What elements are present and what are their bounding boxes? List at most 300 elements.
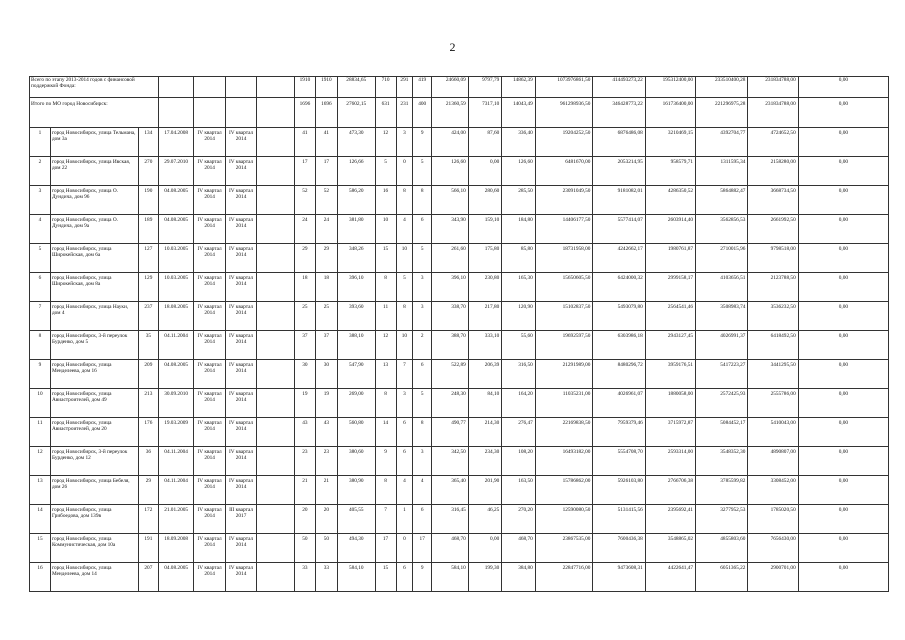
value-cell: 3959176,51 bbox=[645, 360, 695, 389]
value-cell: 2564541,46 bbox=[645, 302, 695, 331]
document-number-cell: 207 bbox=[138, 563, 158, 592]
value-cell: 0,00 bbox=[798, 244, 888, 273]
value-cell: 0,00 bbox=[798, 215, 888, 244]
row-number-cell: 12 bbox=[30, 447, 51, 476]
table-row bbox=[30, 157, 889, 186]
summary-value-cell: 231 bbox=[396, 98, 413, 128]
address-cell: город Новосибирск, улица Грибоедова, дом 139в bbox=[50, 505, 138, 534]
empty-cell bbox=[257, 128, 295, 157]
row-number-cell: 10 bbox=[30, 389, 51, 418]
document-date-cell: 04.08.2005 bbox=[158, 563, 194, 592]
table-row bbox=[30, 534, 889, 563]
value-cell: 2593314,00 bbox=[645, 447, 695, 476]
deadline-cell: IV квартал 2014 bbox=[225, 476, 256, 505]
deadline-cell: IV квартал 2014 bbox=[225, 418, 256, 447]
value-cell: 388,10 bbox=[337, 331, 375, 360]
document-date-cell: 10.03.2005 bbox=[158, 244, 194, 273]
document-date-cell: 04.08.2005 bbox=[158, 360, 194, 389]
deadline-cell: IV квартал 2014 bbox=[225, 244, 256, 273]
address-cell: город Новосибирск, улица О. Дундича, дом 9а bbox=[50, 215, 138, 244]
document-date-cell: 04.08.2005 bbox=[158, 215, 194, 244]
value-cell: 184,80 bbox=[502, 215, 536, 244]
empty-cell bbox=[257, 244, 295, 273]
value-cell: 217,80 bbox=[468, 302, 502, 331]
value-cell: 20 bbox=[294, 505, 315, 534]
value-cell: 522,89 bbox=[432, 360, 469, 389]
row-number-cell: 4 bbox=[30, 215, 51, 244]
value-cell: 285,50 bbox=[502, 186, 536, 215]
value-cell: 14 bbox=[375, 418, 396, 447]
value-cell: 7 bbox=[396, 360, 413, 389]
value-cell: 2123788,50 bbox=[748, 273, 798, 302]
row-number-cell: 5 bbox=[30, 244, 51, 273]
value-cell: 0,00 bbox=[798, 360, 888, 389]
document-number-cell: 270 bbox=[138, 157, 158, 186]
table-row bbox=[30, 447, 889, 476]
summary-row bbox=[30, 98, 889, 128]
value-cell: 15786862,00 bbox=[535, 476, 593, 505]
document-date-cell: 18.08.2005 bbox=[158, 302, 194, 331]
value-cell: 2710015,96 bbox=[696, 244, 748, 273]
value-cell: 3308452,00 bbox=[748, 476, 798, 505]
planned-date-cell: IV квартал 2014 bbox=[194, 273, 225, 302]
value-cell: 3536232,50 bbox=[748, 302, 798, 331]
summary-value-cell: 21360,59 bbox=[432, 98, 469, 128]
value-cell: 12590080,50 bbox=[535, 505, 593, 534]
empty-cell bbox=[194, 77, 225, 98]
value-cell: 201,90 bbox=[468, 476, 502, 505]
value-cell: 586,20 bbox=[337, 186, 375, 215]
value-cell: 87,60 bbox=[468, 128, 502, 157]
value-cell: 280,60 bbox=[468, 186, 502, 215]
value-cell: 4422641,47 bbox=[645, 563, 695, 592]
value-cell: 1 bbox=[396, 505, 413, 534]
address-cell: город Новосибирск, улица Менделеева, дом 16 bbox=[50, 360, 138, 389]
table-row bbox=[30, 563, 889, 592]
summary-row bbox=[30, 77, 889, 98]
value-cell: 490,77 bbox=[432, 418, 469, 447]
value-cell: 33 bbox=[315, 563, 337, 592]
value-cell: 52 bbox=[315, 186, 337, 215]
summary-value-cell: 400 bbox=[413, 98, 432, 128]
table-row bbox=[30, 360, 889, 389]
summary-value-cell: 7317,10 bbox=[468, 98, 502, 128]
value-cell: 4 bbox=[396, 476, 413, 505]
value-cell: 0,00 bbox=[798, 563, 888, 592]
value-cell: 11 bbox=[375, 302, 396, 331]
value-cell: 342,50 bbox=[432, 447, 469, 476]
value-cell: 230,80 bbox=[468, 273, 502, 302]
table-row bbox=[30, 476, 889, 505]
value-cell: 2572425,93 bbox=[696, 389, 748, 418]
value-cell: 0,00 bbox=[468, 534, 502, 563]
value-cell: 85,80 bbox=[502, 244, 536, 273]
value-cell: 25 bbox=[315, 302, 337, 331]
value-cell: 365,40 bbox=[432, 476, 469, 505]
value-cell: 126,60 bbox=[502, 157, 536, 186]
value-cell: 4724652,50 bbox=[748, 128, 798, 157]
value-cell: 37 bbox=[294, 331, 315, 360]
value-cell: 8 bbox=[396, 186, 413, 215]
value-cell: 3 bbox=[396, 389, 413, 418]
value-cell: 2661992,50 bbox=[748, 215, 798, 244]
value-cell: 3441295,50 bbox=[748, 360, 798, 389]
value-cell: 0,00 bbox=[798, 389, 888, 418]
address-cell: город Новосибирск, улица Коммунистическая, дом 10а bbox=[50, 534, 138, 563]
planned-date-cell: IV квартал 2014 bbox=[194, 447, 225, 476]
value-cell: 4 bbox=[413, 476, 432, 505]
value-cell: 2603914,40 bbox=[645, 215, 695, 244]
summary-value-cell: 195312400,00 bbox=[645, 77, 695, 98]
document-number-cell: 213 bbox=[138, 389, 158, 418]
summary-value-cell: 9797,79 bbox=[468, 77, 502, 98]
document-date-cell: 30.09.2010 bbox=[158, 389, 194, 418]
summary-value-cell: 221296975,28 bbox=[696, 98, 748, 128]
value-cell: 9473608,31 bbox=[593, 563, 645, 592]
deadline-cell: IV квартал 2014 bbox=[225, 447, 256, 476]
value-cell: 4026991,37 bbox=[696, 331, 748, 360]
value-cell: 15102837,50 bbox=[535, 302, 593, 331]
empty-cell bbox=[257, 563, 295, 592]
planned-date-cell: IV квартал 2014 bbox=[194, 563, 225, 592]
value-cell: 33 bbox=[294, 563, 315, 592]
value-cell: 2555786,00 bbox=[748, 389, 798, 418]
value-cell: 5 bbox=[413, 244, 432, 273]
document-date-cell: 21.01.2005 bbox=[158, 505, 194, 534]
value-cell: 120,90 bbox=[502, 302, 536, 331]
document-date-cell: 10.03.2005 bbox=[158, 273, 194, 302]
empty-cell bbox=[257, 186, 295, 215]
document-date-cell: 04.08.2005 bbox=[158, 186, 194, 215]
value-cell: 3 bbox=[396, 128, 413, 157]
document-number-cell: 29 bbox=[138, 476, 158, 505]
value-cell: 269,00 bbox=[337, 389, 375, 418]
row-number-cell: 13 bbox=[30, 476, 51, 505]
value-cell: 6481670,00 bbox=[535, 157, 593, 186]
value-cell: 50 bbox=[294, 534, 315, 563]
summary-value-cell: 0,00 bbox=[798, 77, 888, 98]
value-cell: 4890807,00 bbox=[748, 447, 798, 476]
value-cell: 126,66 bbox=[337, 157, 375, 186]
document-number-cell: 172 bbox=[138, 505, 158, 534]
value-cell: 46,25 bbox=[468, 505, 502, 534]
table-row bbox=[30, 273, 889, 302]
value-cell: 338,70 bbox=[432, 302, 469, 331]
address-cell: город Новосибирск, улица Менделеева, дом 14 bbox=[50, 563, 138, 592]
value-cell: 23 bbox=[294, 447, 315, 476]
value-cell: 6051365,22 bbox=[696, 563, 748, 592]
value-cell: 21291989,00 bbox=[535, 360, 593, 389]
value-cell: 23091049,50 bbox=[535, 186, 593, 215]
empty-cell bbox=[257, 360, 295, 389]
value-cell: 5577414,07 bbox=[593, 215, 645, 244]
value-cell: 348,26 bbox=[337, 244, 375, 273]
value-cell: 18 bbox=[315, 273, 337, 302]
value-cell: 7959379,46 bbox=[593, 418, 645, 447]
value-cell: 16493182,00 bbox=[535, 447, 593, 476]
value-cell: 6 bbox=[413, 215, 432, 244]
value-cell: 3562856,53 bbox=[696, 215, 748, 244]
value-cell: 3210469,15 bbox=[645, 128, 695, 157]
value-cell: 4242662,17 bbox=[593, 244, 645, 273]
value-cell: 0,00 bbox=[798, 534, 888, 563]
value-cell: 84,10 bbox=[468, 389, 502, 418]
value-cell: 29 bbox=[294, 244, 315, 273]
value-cell: 1880058,00 bbox=[645, 389, 695, 418]
value-cell: 2395692,41 bbox=[645, 505, 695, 534]
document-date-cell: 17.04.2008 bbox=[158, 128, 194, 157]
value-cell: 18 bbox=[294, 273, 315, 302]
value-cell: 13 bbox=[375, 360, 396, 389]
address-cell: город Новосибирск, улица Авиастроителей, дом 20 bbox=[50, 418, 138, 447]
empty-cell bbox=[257, 215, 295, 244]
value-cell: 3785599,82 bbox=[696, 476, 748, 505]
value-cell: 405,55 bbox=[337, 505, 375, 534]
value-cell: 3508983,74 bbox=[696, 302, 748, 331]
value-cell: 9 bbox=[413, 563, 432, 592]
value-cell: 0,00 bbox=[798, 476, 888, 505]
summary-value-cell: 231834788,00 bbox=[748, 98, 798, 128]
document-date-cell: 04.11.2004 bbox=[158, 447, 194, 476]
row-number-cell: 9 bbox=[30, 360, 51, 389]
value-cell: 3715972,87 bbox=[645, 418, 695, 447]
summary-value-cell: 14043,49 bbox=[502, 98, 536, 128]
empty-cell bbox=[257, 534, 295, 563]
deadline-cell: IV квартал 2014 bbox=[225, 331, 256, 360]
summary-value-cell: 27602,15 bbox=[337, 98, 375, 128]
summary-value-cell: 346428773,22 bbox=[593, 98, 645, 128]
value-cell: 23867535,00 bbox=[535, 534, 593, 563]
summary-label: Итого по МО город Новосибирск: bbox=[30, 98, 159, 128]
value-cell: 0 bbox=[396, 534, 413, 563]
value-cell: 468,70 bbox=[432, 534, 469, 563]
value-cell: 43 bbox=[294, 418, 315, 447]
value-cell: 316,45 bbox=[432, 505, 469, 534]
value-cell: 126,60 bbox=[432, 157, 469, 186]
value-cell: 6418492,50 bbox=[748, 331, 798, 360]
table-row bbox=[30, 331, 889, 360]
summary-value-cell: 291 bbox=[396, 77, 413, 98]
value-cell: 163,50 bbox=[502, 476, 536, 505]
value-cell: 17 bbox=[375, 534, 396, 563]
value-cell: 380,90 bbox=[337, 476, 375, 505]
value-cell: 175,80 bbox=[468, 244, 502, 273]
address-cell: город Новосибирск, 3-й переулок Бурденко, дом 5 bbox=[50, 331, 138, 360]
value-cell: 8480296,72 bbox=[593, 360, 645, 389]
value-cell: 2943127,45 bbox=[645, 331, 695, 360]
row-number-cell: 6 bbox=[30, 273, 51, 302]
value-cell: 584,10 bbox=[337, 563, 375, 592]
value-cell: 3 bbox=[413, 273, 432, 302]
document-number-cell: 191 bbox=[138, 534, 158, 563]
value-cell: 7656430,00 bbox=[748, 534, 798, 563]
value-cell: 9 bbox=[375, 447, 396, 476]
value-cell: 20 bbox=[315, 505, 337, 534]
value-cell: 10 bbox=[396, 331, 413, 360]
address-cell: город Новосибирск, улица Ивская, дом 22 bbox=[50, 157, 138, 186]
value-cell: 5417223,27 bbox=[696, 360, 748, 389]
document-number-cell: 189 bbox=[138, 215, 158, 244]
empty-cell bbox=[257, 157, 295, 186]
value-cell: 3 bbox=[413, 302, 432, 331]
value-cell: 1785020,50 bbox=[748, 505, 798, 534]
empty-cell bbox=[257, 505, 295, 534]
address-cell: город Новосибирск, улица О. Дундича, дом 96 bbox=[50, 186, 138, 215]
value-cell: 5493079,80 bbox=[593, 302, 645, 331]
value-cell: 0,00 bbox=[798, 186, 888, 215]
deadline-cell: IV квартал 2014 bbox=[225, 186, 256, 215]
value-cell: 18731958,00 bbox=[535, 244, 593, 273]
planned-date-cell: IV квартал 2014 bbox=[194, 157, 225, 186]
value-cell: 29 bbox=[315, 244, 337, 273]
value-cell: 4392704,77 bbox=[696, 128, 748, 157]
value-cell: 37 bbox=[315, 331, 337, 360]
summary-value-cell: 161736400,00 bbox=[645, 98, 695, 128]
value-cell: 958579,71 bbox=[645, 157, 695, 186]
value-cell: 52 bbox=[294, 186, 315, 215]
value-cell: 234,30 bbox=[468, 447, 502, 476]
empty-cell bbox=[257, 418, 295, 447]
table-row bbox=[30, 186, 889, 215]
summary-value-cell: 414493273,22 bbox=[593, 77, 645, 98]
value-cell: 5410043,00 bbox=[748, 418, 798, 447]
summary-label: Всего по этапу 2013-2014 годов с финансовой поддержкой Фонда: bbox=[30, 77, 159, 98]
row-number-cell: 3 bbox=[30, 186, 51, 215]
summary-value-cell: 1696 bbox=[315, 98, 337, 128]
deadline-cell: IV квартал 2014 bbox=[225, 128, 256, 157]
value-cell: 17 bbox=[413, 534, 432, 563]
value-cell: 388,70 bbox=[432, 331, 469, 360]
value-cell: 248,30 bbox=[432, 389, 469, 418]
value-cell: 41 bbox=[315, 128, 337, 157]
deadline-cell: IV квартал 2014 bbox=[225, 157, 256, 186]
planned-date-cell: IV квартал 2014 bbox=[194, 331, 225, 360]
value-cell: 214,30 bbox=[468, 418, 502, 447]
value-cell: 22169838,50 bbox=[535, 418, 593, 447]
value-cell: 5 bbox=[413, 389, 432, 418]
value-cell: 9181082,01 bbox=[593, 186, 645, 215]
value-cell: 261,60 bbox=[432, 244, 469, 273]
document-number-cell: 129 bbox=[138, 273, 158, 302]
value-cell: 9 bbox=[413, 128, 432, 157]
value-cell: 5 bbox=[413, 157, 432, 186]
value-cell: 8 bbox=[375, 273, 396, 302]
address-cell: город Новосибирск, улица Широкейская, дом 8а bbox=[50, 273, 138, 302]
row-number-cell: 2 bbox=[30, 157, 51, 186]
summary-value-cell: 24660,09 bbox=[432, 77, 469, 98]
empty-cell bbox=[225, 77, 256, 98]
summary-value-cell: 961298936,50 bbox=[535, 98, 593, 128]
empty-cell bbox=[257, 476, 295, 505]
value-cell: 21 bbox=[294, 476, 315, 505]
row-number-cell: 1 bbox=[30, 128, 51, 157]
row-number-cell: 7 bbox=[30, 302, 51, 331]
summary-value-cell: 28834,65 bbox=[337, 77, 375, 98]
value-cell: 2 bbox=[413, 331, 432, 360]
planned-date-cell: IV квартал 2014 bbox=[194, 505, 225, 534]
value-cell: 3 bbox=[413, 447, 432, 476]
value-cell: 5926103,80 bbox=[593, 476, 645, 505]
value-cell: 0,00 bbox=[798, 273, 888, 302]
value-cell: 0,00 bbox=[798, 157, 888, 186]
value-cell: 10 bbox=[396, 244, 413, 273]
value-cell: 11035231,00 bbox=[535, 389, 593, 418]
value-cell: 0,00 bbox=[798, 128, 888, 157]
value-cell: 8 bbox=[396, 302, 413, 331]
planned-date-cell: IV квартал 2014 bbox=[194, 302, 225, 331]
address-cell: город Новосибирск, улица Авиастроителей, дом 49 bbox=[50, 389, 138, 418]
value-cell: 343,90 bbox=[432, 215, 469, 244]
address-cell: город Новосибирск, улица Бебеля, дом 26 bbox=[50, 476, 138, 505]
document-number-cell: 127 bbox=[138, 244, 158, 273]
document-date-cell: 29.07.2010 bbox=[158, 157, 194, 186]
value-cell: 19692597,50 bbox=[535, 331, 593, 360]
document-date-cell: 19.03.2009 bbox=[158, 418, 194, 447]
empty-cell bbox=[257, 302, 295, 331]
value-cell: 25 bbox=[294, 302, 315, 331]
deadline-cell: IV квартал 2014 bbox=[225, 273, 256, 302]
value-cell: 199,30 bbox=[468, 563, 502, 592]
value-cell: 8 bbox=[375, 476, 396, 505]
value-cell: 396,10 bbox=[432, 273, 469, 302]
document-date-cell: 18.09.2008 bbox=[158, 534, 194, 563]
value-cell: 5554708,70 bbox=[593, 447, 645, 476]
planned-date-cell: IV квартал 2014 bbox=[194, 534, 225, 563]
deadline-cell: IV квартал 2014 bbox=[225, 534, 256, 563]
value-cell: 0,00 bbox=[798, 331, 888, 360]
value-cell: 6 bbox=[413, 360, 432, 389]
address-cell: город Новосибирск, улица Науки, дом 4 bbox=[50, 302, 138, 331]
document-number-cell: 134 bbox=[138, 128, 158, 157]
value-cell: 3548352,30 bbox=[696, 447, 748, 476]
address-cell: город Новосибирск, улица Широкейская, дом 6а bbox=[50, 244, 138, 273]
value-cell: 4103656,51 bbox=[696, 273, 748, 302]
summary-value-cell: 419 bbox=[413, 77, 432, 98]
document-number-cell: 176 bbox=[138, 418, 158, 447]
summary-value-cell: 1910 bbox=[315, 77, 337, 98]
planned-date-cell: IV квартал 2014 bbox=[194, 215, 225, 244]
value-cell: 316,50 bbox=[502, 360, 536, 389]
value-cell: 6 bbox=[413, 505, 432, 534]
document-date-cell: 04.11.2004 bbox=[158, 331, 194, 360]
empty-cell bbox=[158, 77, 194, 98]
planned-date-cell: IV квартал 2014 bbox=[194, 244, 225, 273]
value-cell: 22847716,00 bbox=[535, 563, 593, 592]
table-row bbox=[30, 505, 889, 534]
value-cell: 566,10 bbox=[432, 186, 469, 215]
summary-value-cell: 1696 bbox=[294, 98, 315, 128]
summary-value-cell: 1910 bbox=[294, 77, 315, 98]
empty-cell bbox=[158, 98, 194, 128]
value-cell: 206,39 bbox=[468, 360, 502, 389]
value-cell: 547,90 bbox=[337, 360, 375, 389]
value-cell: 159,10 bbox=[468, 215, 502, 244]
page-number: 2 bbox=[449, 40, 456, 54]
value-cell: 24 bbox=[315, 215, 337, 244]
value-cell: 2053214,95 bbox=[593, 157, 645, 186]
value-cell: 8 bbox=[375, 389, 396, 418]
value-cell: 424,00 bbox=[432, 128, 469, 157]
deadline-cell: IV квартал 2014 bbox=[225, 215, 256, 244]
value-cell: 12 bbox=[375, 128, 396, 157]
value-cell: 381,80 bbox=[337, 215, 375, 244]
address-cell: город Новосибирск, улица Тельмана, дом 3а bbox=[50, 128, 138, 157]
value-cell: 2900701,00 bbox=[748, 563, 798, 592]
address-cell: город Новосибирск, 3-й переулок Бурденко, дом 12 bbox=[50, 447, 138, 476]
value-cell: 55,60 bbox=[502, 331, 536, 360]
deadline-cell: III квартал 2017 bbox=[225, 505, 256, 534]
value-cell: 17 bbox=[294, 157, 315, 186]
